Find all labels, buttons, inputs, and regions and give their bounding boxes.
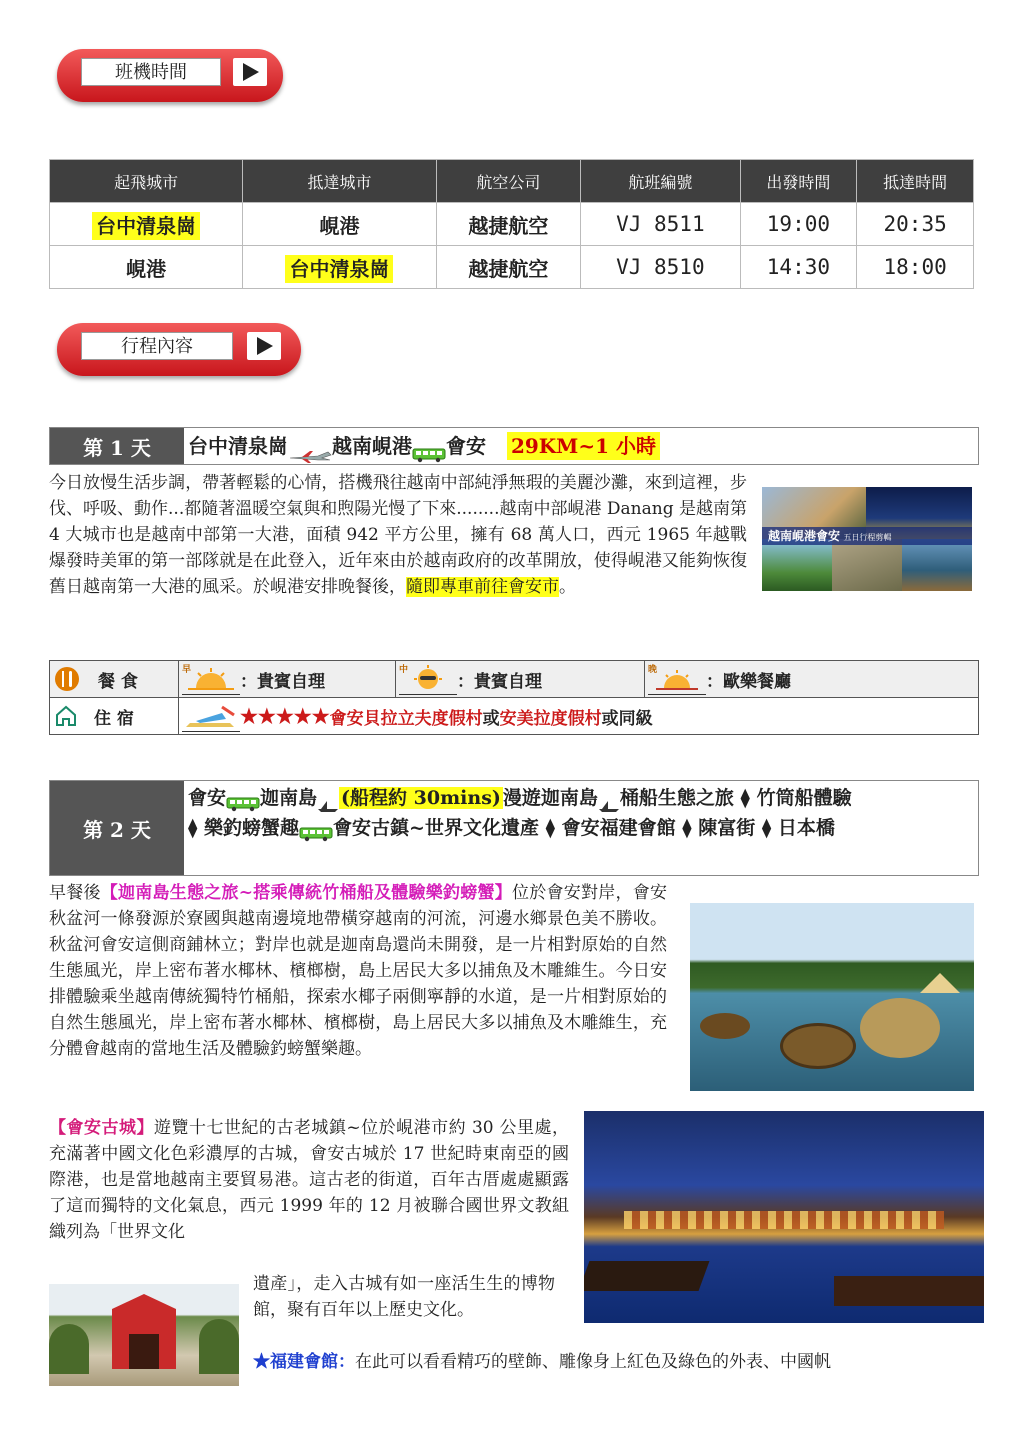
home-icon: [54, 704, 78, 728]
hotel-name-1: 會安貝拉立夫度假村: [329, 708, 483, 729]
depart-city: 峴港: [50, 246, 243, 289]
header-airline: 航空公司: [436, 160, 581, 203]
table-row: [50, 203, 974, 246]
play-arrow-icon: [233, 58, 267, 86]
hotel-or-1: 或: [482, 708, 500, 729]
hotel-name-2: 安美拉度假村: [499, 708, 602, 729]
person-icon: ⧫: [755, 817, 778, 839]
boat-icon: [598, 792, 620, 806]
dinner-sun-icon: 晚: [648, 664, 706, 695]
beach-bed-icon: [182, 701, 240, 732]
arrive-city: 台中清泉崗: [285, 255, 393, 283]
day1-label: 第 1 天: [50, 428, 184, 464]
bus-icon: [412, 440, 446, 456]
dinner-text: ：歐樂餐廳: [706, 671, 791, 692]
itinerary-label: 行程內容: [81, 332, 233, 360]
person-icon: ⧫: [733, 787, 757, 809]
header-arrive-city: 抵達城市: [243, 160, 436, 203]
itinerary-button[interactable]: [57, 323, 301, 376]
bus-icon: [299, 821, 333, 837]
day2-paragraph-2-cont: 遺產」，走入古城有如一座活生生的博物館，聚有百年以上歷史文化。: [253, 1274, 555, 1320]
fujian-hall-photo: [49, 1284, 239, 1386]
day2-title: 會安 迦南島 (船程約 30mins) 漫遊迦南島 桶船生態之旅 ⧫ 竹筒船體驗 ⧫ 樂釣螃蟹趣 會安古鎮~世界文化遺產 ⧫ 會安福建會館 ⧫ 陳富街 ⧫ 日本橋: [184, 781, 978, 875]
day2-paragraph-1: 早餐後【迦南島生態之旅~搭乘傳統竹桶船及體驗樂釣螃蟹】位於會安對岸，會安秋盆河一條發源於寮國與越南邊境地帶橫穿越南的河流，河邊水鄉景色美不勝收。秋盆河會安這側商鋪林立；對岸也就是迦南島還尚未開發，是一片相對原始的自然生態風光，岸上密布著水椰林、檳榔樹，島上居民大多以捕魚及木雕維生。今日安排體驗乘坐越南傳統獨特竹桶船，探索水椰子兩側寧靜的水道，是一片相對原始的自然生態風光，岸上密布著水椰林、檳榔樹，島上居民大多以捕魚及木雕維生，充分體會越南的當地生活及體驗釣螃蟹樂趣。: [49, 883, 667, 1059]
header-arrive-time: 抵達時間: [857, 160, 974, 203]
flight-no: VJ 8511: [581, 203, 740, 246]
lunch-text: ：貴賓自理: [457, 671, 542, 692]
arrive-time: 20:35: [857, 203, 974, 246]
meal-row: [50, 661, 978, 698]
depart-time: 14:30: [740, 246, 857, 289]
header-depart-city: 起飛城市: [50, 160, 243, 203]
flight-schedule-label: 班機時間: [81, 58, 221, 86]
table-row: [50, 246, 974, 289]
depart-time: 19:00: [740, 203, 857, 246]
airplane-icon: [288, 441, 332, 455]
depart-city: 台中清泉崗: [92, 212, 200, 240]
breakfast-text: ：貴賓自理: [240, 671, 325, 692]
day1-meal-table: [49, 660, 979, 735]
danang-collage-photo: [762, 487, 972, 591]
flight-table: [49, 159, 974, 289]
flight-no: VJ 8510: [581, 246, 740, 289]
arrive-city: 峴港: [243, 203, 436, 246]
day1-paragraph: 今日放慢生活步調，帶著輕鬆的心情，搭機飛往越南中部純淨無瑕的美麗沙灘，來到這裡，步伐、呼吸、動作...都隨著溫暖空氣與和煦陽光慢了下來........越南中部峴港 Danang 是越南第 4 大城市也是越南中部第一大港，面積 942 平方公里，擁有 68 萬人口，西元 1965 年越戰爆發時美軍的第一部隊就是在此登入，近年來由於越南政府的改革開放，使得峴港又能夠恢復舊日越南第一大港的風采。於峴港安排晚餐後，隨即專車前往會安市。: [49, 473, 747, 597]
utensils-icon: [54, 666, 80, 692]
day1-header: [49, 427, 979, 465]
hoian-night-photo: [584, 1111, 984, 1323]
collage-caption: 越南峴港會安 五日行程剪輯: [762, 527, 972, 545]
play-arrow-icon: [247, 332, 281, 360]
breakfast-sun-icon: 早: [182, 664, 240, 695]
boat-icon: [317, 792, 339, 806]
person-icon: ⧫: [538, 817, 562, 839]
person-icon: ⧫: [188, 817, 205, 839]
airline: 越捷航空: [436, 246, 581, 289]
bus-icon: [226, 791, 260, 807]
header-flight-no: 航班編號: [581, 160, 740, 203]
header-depart-time: 出發時間: [740, 160, 857, 203]
stay-row: [50, 698, 978, 734]
arrive-time: 18:00: [857, 246, 974, 289]
stay-label: 住 宿: [94, 708, 134, 729]
meal-label: 餐 食: [98, 671, 138, 692]
lunch-sun-icon: 中: [399, 664, 457, 695]
day1-title: 台中清泉崗 越南峴港 會安 29KM~1 小時: [184, 428, 978, 464]
day2-paragraph-3: ★福建會館：在此可以看看精巧的壁飾、雕像身上紅色及綠色的外表、中國帆: [253, 1352, 831, 1372]
day2-label: 第 2 天: [50, 781, 184, 875]
star-rating: ★★★★★: [240, 704, 330, 728]
airline: 越捷航空: [436, 203, 581, 246]
basket-boat-photo: [690, 903, 974, 1091]
day2-header: [49, 780, 979, 876]
hotel-or-2: 或同級: [601, 708, 653, 729]
flight-schedule-button[interactable]: [57, 49, 283, 102]
day2-paragraph-2: 【會安古城】遊覽十七世紀的古老城鎮~位於峴港市約 30 公里處，充滿著中國文化色彩濃厚的古城，會安古城於 17 世紀時東南亞的國際港，也是當地越南主要貿易港。這古老的街道，百年古厝處處顯露了這而獨特的文化氣息，西元 1999 年的 12 月被聯合國世界文教組織列為「世界文化: [49, 1118, 570, 1242]
day1-distance: 29KM~1 小時: [507, 432, 660, 460]
person-icon: ⧫: [675, 817, 699, 839]
